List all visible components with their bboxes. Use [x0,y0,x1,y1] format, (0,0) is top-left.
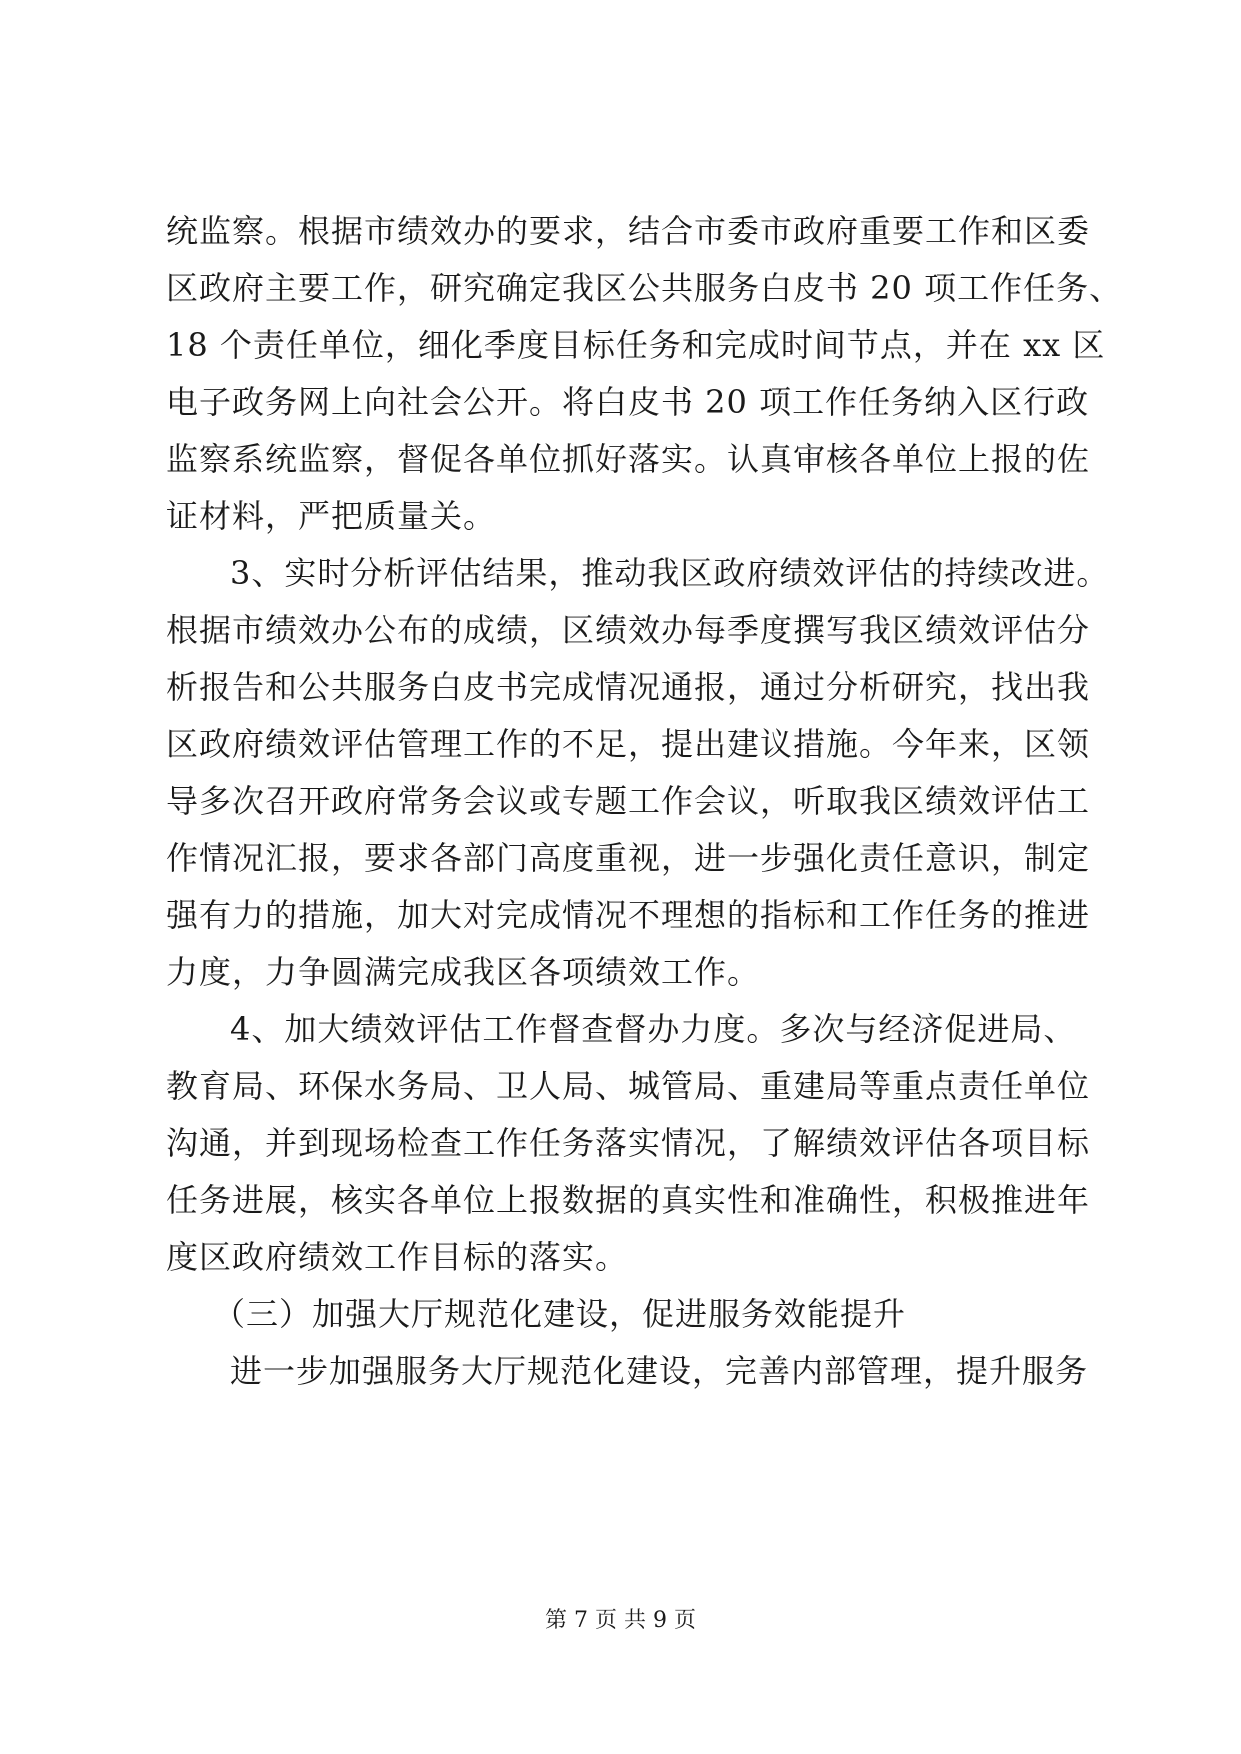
body-line: 电子政务网上向社会公开。将白皮书 20 项工作任务纳入区行政 [166,383,1090,421]
paragraph-start-line: 3、实时分析评估结果，推动我区政府绩效评估的持续改进。 [230,554,1110,592]
body-line: 强有力的措施，加大对完成情况不理想的指标和工作任务的推进 [166,896,1091,934]
body-line: 区政府主要工作，研究确定我区公共服务白皮书 20 项工作任务、 [166,269,1123,307]
body-line: 证材料，严把质量关。 [166,497,497,535]
body-line: 统监察。根据市绩效办的要求，结合市委市政府重要工作和区委 [166,212,1091,250]
section-heading: （三）加强大厅规范化建设，促进服务效能提升 [213,1295,907,1333]
body-line: 力度，力争圆满完成我区各项绩效工作。 [166,953,761,991]
body-line: 任务进展，核实各单位上报数据的真实性和准确性，积极推进年 [166,1181,1091,1219]
body-line: 作情况汇报，要求各部门高度重视，进一步强化责任意识，制定 [166,839,1091,877]
page-footer: 第 7 页 共 9 页 [545,1608,696,1633]
body-line: 析报告和公共服务白皮书完成情况通报，通过分析研究，找出我 [166,668,1091,706]
body-line: 导多次召开政府常务会议或专题工作会议，听取我区绩效评估工 [166,782,1091,820]
body-line: 沟通，并到现场检查工作任务落实情况，了解绩效评估各项目标 [166,1124,1091,1162]
body-line: 监察系统监察，督促各单位抓好落实。认真审核各单位上报的佐 [166,440,1091,478]
body-line: 区政府绩效评估管理工作的不足，提出建议措施。今年来，区领 [166,725,1091,763]
body-line: 度区政府绩效工作目标的落实。 [166,1238,629,1276]
paragraph-start-line: 进一步加强服务大厅规范化建设，完善内部管理，提升服务 [230,1352,1089,1390]
body-line: 根据市绩效办公布的成绩，区绩效办每季度撰写我区绩效评估分 [166,611,1091,649]
body-line: 18 个责任单位，细化季度目标任务和完成时间节点，并在 xx 区 [166,326,1106,364]
paragraph-start-line: 4、加大绩效评估工作督查督办力度。多次与经济促进局、 [230,1010,1077,1048]
body-line: 教育局、环保水务局、卫人局、城管局、重建局等重点责任单位 [166,1067,1091,1105]
